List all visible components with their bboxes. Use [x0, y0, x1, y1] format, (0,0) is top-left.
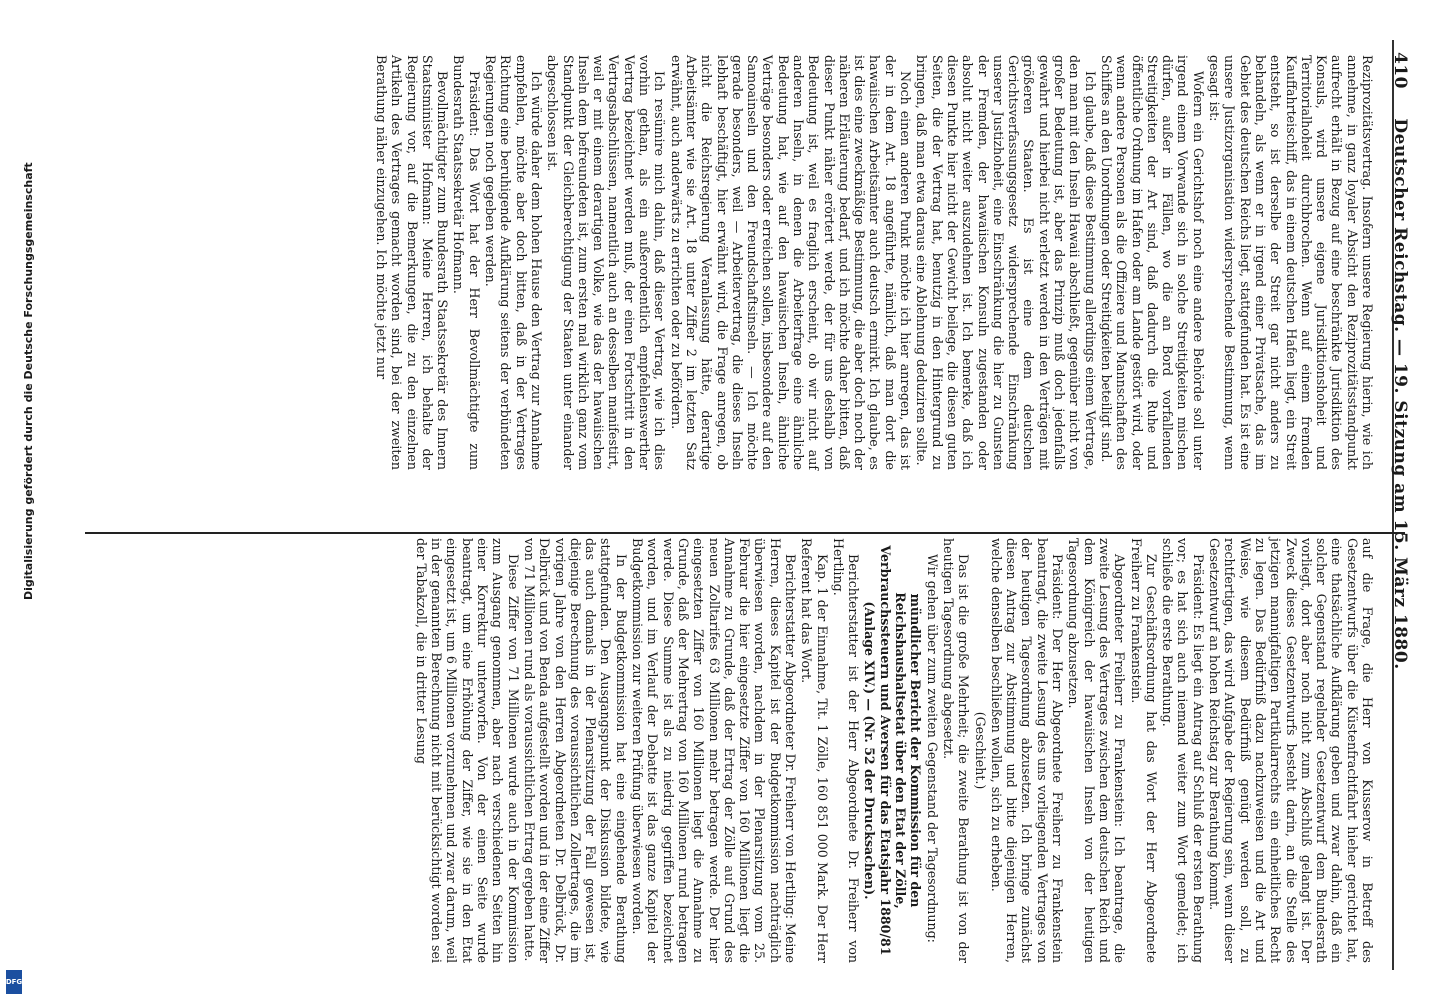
- column-left: [85, 55, 1375, 470]
- paragraph: Berichterstatter ist der Herr Abgeordnete Dr. Freiherr von Hertling.: [830, 538, 862, 963]
- digitization-credit: Digitalisierung gefördert durch die Deutsche Forschungsgemeinschaft: [22, 162, 35, 600]
- column-right: [85, 538, 1375, 963]
- paragraph: Diese Ziffer von 71 Millionen wurde auch in der Kommission zum Ausgang genommen, aber nach verschiedenen Seiten hin einer Korrektur unterworfen. Von der einen Seite wurde beantragt, um eine Erhöhung der Ziffer, wie sie in den Etat eingesetzt ist, um 6 Millionen vorzunehmen und zwar darum, weil in der genannten Berechnung nicht mit berücksichtigt worden sei der Tabakzoll, die in dritter Lesung: [413, 538, 521, 963]
- page-header: [1390, 52, 1410, 952]
- paragraph: Ich glaube, daß diese Bestimmung allerdings einem Vertrage, den man mit den Inseln Hawaii abschließt, gegenüber nicht von großer Bedeutung ist, aber das Prinzip muß doch jedenfalls gewahrt und hierbei nicht verletzt werden in den Verträgen mit größeren Staaten. Es ist eine dem deutschen Gerichtsverfassungsgesetz widersprechende Einschränkung unserer Justizhoheit, eine Einschränkung die hier zu Gunsten der Fremden, der hawaiischen Konsuln zugestanden oder absolut nicht weiter auszudehnen ist. Ich bemerke, daß ich diesen Punkte hier nicht der Gewicht beilege, die diesen guten Seiten, die der Vertrag hat, benutzig in den Hintergrund zu bringen, daß man etwa daraus eine Ablehnung deduziren sollte.: [914, 55, 1098, 470]
- paragraph: Ich resümire mich dahin, daß dieser Vertrag, wie ich dies vorhin gethan, als ein außerordentlich empfehlenswerther Vertrag bezeichnet werden muß, der einen Fortschritt in den Vertragsabschlüssen, namentlich auch an desselben manifestirt, weil er mit einem derartigen Volke, wie das der hawaiischen Inseln dem befreundeten ist, zum ersten mal wirklich ganz vom Standpunkt der Gleichberechtigung der Staaten unter einander abgeschlossen ist.: [545, 55, 668, 470]
- paragraph-speaker: Präsident: Es liegt ein Antrag auf Schluß der ersten Berathung vor; es hat sich auch niemand weiter zum Wort gemeldet; ich schließe die erste Berathung.: [1160, 538, 1206, 963]
- paragraph-speaker: Präsident: Das Wort hat der Herr Bevollmächtigte zum Bundesrath Staatssekretär Hofmann.: [451, 55, 482, 470]
- agenda-item-title: mündlicher Bericht der Kommission für den Reichshaushaltsetat über den Etat der Zölle, Verbrauchssteuern und Aversen für das Etatsjahr 1880/81 (Anlage XIV.) — (Nr. 52 der Drucksachen).: [862, 545, 924, 956]
- paragraph: Reziprozitätsvertrag. Insofern unsere Regierung hierin, wie ich annehme, in ganz loyaler Absicht den Reziprozitätsstandpunkt aufrecht erhält in Bezug auf eine beschränkte Jurisdiktion des Konsuls, wird unsere eigene Jurisdiktionshoheit und Territorialhoheit durchbrochen. Wenn auf einem fremden Kauffahrteischiff, das in einem deutschen Hafen liegt, ein Streit entsteht, so ist derselbe der Streit gar nicht anders zu behandeln, als wenn er in irgend einer Privatsache, das im Gebiet des deutschen Reichs liegt, stattgefunden hat. Es ist eine unsere Justizorganisation widersprechende Bestimmung, wenn gesagt ist:: [1207, 55, 1375, 470]
- column-divider: [85, 532, 1405, 534]
- paragraph-quote: Wofern ein Gerichtshof noch eine andere Behörde soll unter irgend einem Vorwande sich in solche Streitigkeiten mischen dürfen, außer in Fällen, wo die an Bord vorfallenden Streitigkeiten der Art sind, daß dadurch die Ruhe und öffentliche Ordnung im Hafen oder am Lande gestört wird, oder wenn andere Personen als die Offiziere und Mannschaften des Schiffes an den Unordnungen oder Streitigkeiten beteiligt sind.: [1098, 55, 1206, 470]
- paragraph: Noch einen anderen Punkt möchte ich hier anregen, das ist der in dem Art. 18 angeführte, nämlich, daß man dort die hawaiischen Arbeitsämter auch deutsch ermirkt. Ich glaube, es ist dies eine zweckmäßige Bestimmung, die aber doch noch der näheren Erläuterung bedarf, und ich möchte daher bitten, daß dieser Punkt näher erörtert werde, der für uns deshalb von Bedeutung ist, weil es fraglich erscheint, ob wir nicht auf anderen Inseln, in denen die Arbeiterfrage eine ähnliche Bedeutung hat, wie auf den hawaiischen Inseln, ähnliche Verträge besonders oder erreichen sollen, insbesondere auf den Samoainseln und den Freundschaftsinseln. — Ich möchte gerade besonders, weil — Arbeitervertrag, die dieses Inseln lebhaft beschäftigt, hier erwähnt wird, die Frage anregen, ob nicht die Reichsregierung Veranlassung hätte, derartige Arbeitsämter wie sie Art. 18 unter Ziffer 2 im letzten Satz erwähnt, auch anderwärts zu errichten oder zu befördern.: [668, 55, 914, 470]
- paragraph-speaker: Abgeordneter Freiherr zu Frankenstein: Ich beantrage, die zweite Lesung des Vertrages zwischen dem deutschen Reich und dem Königreich der hawaiischen Inseln von der heutigen Tagesordnung abzusetzen.: [1066, 538, 1128, 963]
- paragraph: auf die Frage, die Herr von Kusserow in Betreff des Gesetzentwurfs über die Küstenfrachtfahrt hieher gerichtet hat, eine thatsächliche Aufklärung geben und zwar dahin, daß ein solcher Gegenstand regelnder Gesetzentwurf dem Bundesrath vorliegt, dort aber noch nicht zum Abschluß gelangt ist. Der Zweck dieses Gesetzentwurfs besteht darin, an die Stelle des jetzigen mannigfaltigen Partikularrechts ein einheitliches Recht zu legen. Das Bedürfniß dazu nachzuweisen und die Art und Weise, wie diesem Bedürfniß genügt werden soll, zu rechtfertigen, das wird Aufgabe der Regierung sein, wenn dieser Gesetzentwurf an hohen Reichstag zur Berathung kommt.: [1207, 538, 1375, 963]
- page-title: Deutscher Reichstag. — 19. Sitzung am 15. März 1880.: [1390, 118, 1410, 670]
- dfg-logo-badge: DFG: [6, 970, 22, 994]
- page-number: 410: [1390, 52, 1410, 89]
- paragraph: Kap. 1 der Einnahme, Tit. 1 Zölle, 160 851 000 Mark. Der Herr Referent hat das Wort.: [799, 538, 830, 963]
- paragraph: Wir gehen über zum zweiten Gegenstand der Tagesordnung:: [924, 554, 940, 943]
- paragraph-speaker: Berichterstatter Abgeordneter Dr. Freiherr von Hertling: Meine Herren, dieses Kapitel ist der Budgetkommission nachträglich überwiesen worden, nachdem in der Plenarsitzung vom 25. Februar die hier eingesetzte Ziffer von 160 Millionen liegt die Annahme zu Grunde, daß der Ertrag der Zölle auf Grund des neuen Zolltarifes 63 Millionen mehr betragen werde. Der hier eingesetzten Ziffer von 160 Millionen liegt die Annahme zu Grunde, daß der Mehrertrag von 160 Millionen rund betragen werde. Diese Summe ist als zu niedrig gegriffen bezeichnet worden, und im Verlauf der Debatte ist das ganze Kapitel der Budgetkommission zur weiteren Prüfung überwiesen worden.: [630, 538, 799, 963]
- paragraph-speaker: Präsident: Der Herr Abgeordnete Freiherr zu Frankenstein beantragt, die zweite Lesung des uns vorliegenden Vertrages von der heutigen Tagesordnung abzusetzen. Ich bringe zunächst diesen Antrag zur Abstimmung und bitte diejenigen Herren, welche denselben beschließen wollen, sich zu erheben.: [988, 538, 1066, 963]
- paragraph: Ich würde daher dem hohen Hause den Vertrag zur Annahme empfehlen, möchte aber doch bitten, daß in der Vertrages Richtung eine beruhigende Aufklärung seitens der verbündeten Regierungen noch gegeben werden.: [483, 55, 544, 470]
- stage-direction: (Geschieht.): [972, 711, 988, 790]
- paragraph: Das ist die große Mehrheit; die zweite Berathung ist von der heutigen Tagesordnung abgesetzt.: [940, 538, 972, 963]
- paragraph: In der Budgetkommission hat eine eingehende Berathung stattgefunden. Den Ausgangspunkt der Diskussion bildete, wie das auch damals in der Plenarsitzung der Fall gewesen ist, diejenige Berechnung des voraussichtlichen Zollertrages, die im vorigen Jahre von den Herren Abgeordneten Dr. Delbrück, Dr. Delbrück und von Benda aufgestellt worden und in der eine Ziffer von 71 Millionen rund als voraussichtlichen Ertrag ergeben hatte.: [521, 538, 629, 963]
- paragraph: Zur Geschäftsordnung hat das Wort der Herr Abgeordnete Freiherr zu Frankenstein.: [1128, 538, 1159, 963]
- paragraph-speaker: Bevollmächtigter zum Bundesrath Staatssekretär des Innern Staatsminister Hofmann: Meine Herren, ich behalte der Regierung vor, auf die Bemerkungen, die zu den einzelnen Artikeln des Vertrages gemacht worden sind, bei der zweiten Berathung näher einzugehen. Ich möchte jetzt nur: [374, 55, 451, 470]
